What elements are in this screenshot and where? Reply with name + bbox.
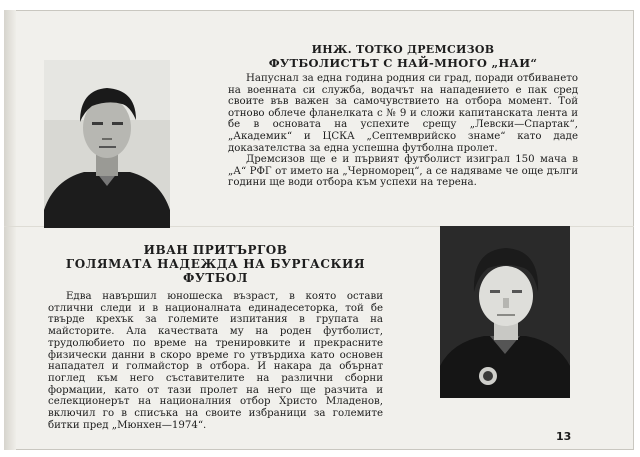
portrait-photo-dremsizov	[44, 60, 170, 228]
article-author-pritargov: ИВАН ПРИТЪРГОВ	[143, 243, 288, 257]
article-paragraph-1: Напуснал за една година родния си град, поради отбиването на военната си служба, водачът на нападението е пак сред своите във важен за самочувствието на отбора момент. Той отново облече фланелката с № 9 и сложи капитанската лента и бе в основата на успехите срещу „Левски—Спартак“, „Академик“ и ЦСКА „Септемврийско знаме“ като даде доказателства за една успешна футболна пролет.	[228, 73, 578, 154]
article-paragraph-3: Едва навършил юношеска възраст, в която остави отлични следи и в националната единадесеторка, той бе твърде крехък за големите изпитания в групата на майсторите. Ала качествата му на роден футболист, трудолюбието по време на тренировките и прекрасните физически данни в скоро време го утвърдиха като основен нападател и голмайстор в отбора. И накара да обърнат поглед към него съставителите на различни сборни формации, като от тази пролет на него ще разчита и селекционерът на националния отбор Христо Младенов, включил го в списъка на своите избраници за големите битки пред „Мюнхен—1974“.	[48, 291, 383, 431]
article-pritargov	[48, 243, 383, 431]
book-spine	[4, 10, 16, 450]
article-dremsizov	[228, 43, 578, 189]
portrait-illustration	[44, 60, 170, 228]
article-headline-pritargov: ГОЛЯМАТА НАДЕЖДА НА БУРГАСКИЯ ФУТБОЛ	[65, 257, 366, 285]
article-paragraph-2: Дремсизов ще е и първият футболист изиграл 150 мача в „А“ РФГ от името на „Черноморец“, а се надяваме че още дълги години ще води отбора към успехи на терена.	[228, 154, 578, 189]
article-author-dremsizov: ИНЖ. ТОТКО ДРЕМСИЗОВ	[311, 43, 495, 56]
portrait-illustration	[440, 226, 570, 398]
article-headline-dremsizov: ФУТБОЛИСТЪТ С НАЙ-МНОГО „НАИ“	[268, 56, 538, 70]
page-number: 13	[556, 430, 572, 443]
portrait-photo-pritargov	[440, 226, 570, 398]
